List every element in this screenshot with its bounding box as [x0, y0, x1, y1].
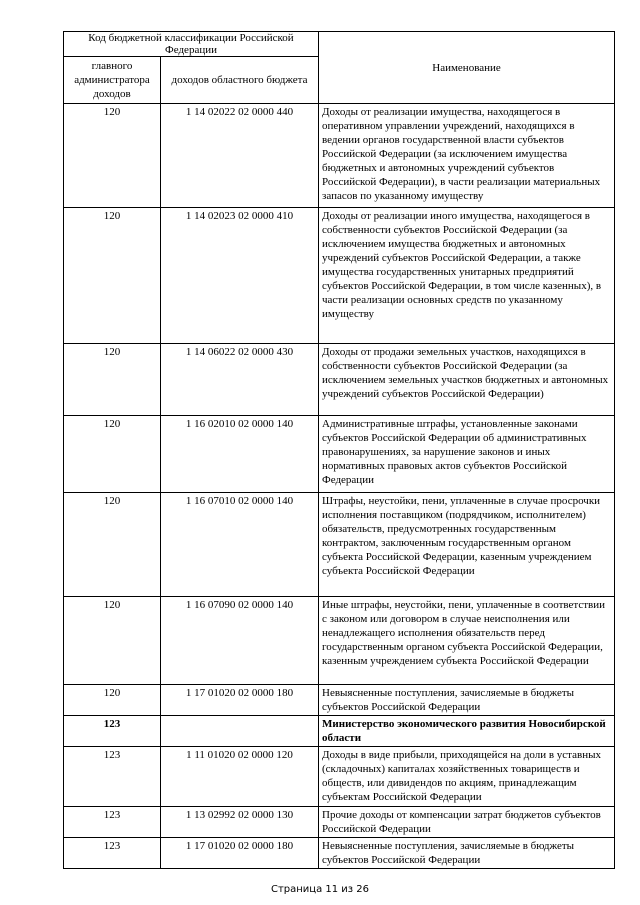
admin-code-cell: 120 [64, 685, 161, 716]
header-name: Наименование [319, 32, 615, 104]
table-row [64, 685, 615, 716]
revenue-name-cell: Невыясненные поступления, зачисляемые в бюджеты субъектов Российской Федерации [319, 685, 615, 716]
revenue-code-cell: 1 13 02992 02 0000 130 [161, 807, 319, 838]
revenue-name-cell: Министерство экономического развития Новосибирской области [319, 716, 615, 747]
revenue-name-cell: Прочие доходы от компенсации затрат бюджетов субъектов Российской Федерации [319, 807, 615, 838]
revenue-code-cell: 1 14 02022 02 0000 440 [161, 104, 319, 208]
admin-code-cell: 123 [64, 747, 161, 807]
page-footer: Страница 11 из 26 [270, 884, 370, 895]
revenue-name-cell: Административные штрафы, установленные законами субъектов Российской Федерации об административных правонарушениях, за нарушение законов и иных нормативных правовых актов субъектов Российской Федерации [319, 416, 615, 493]
admin-code-cell: 120 [64, 208, 161, 344]
admin-code-cell: 120 [64, 597, 161, 685]
admin-code-cell: 120 [64, 344, 161, 416]
revenue-name-cell: Доходы от реализации имущества, находящегося в оперативном управлении учреждений, находящихся в ведении органов государственной власти субъектов Российской Федерации (за исключением имущества бюджетных и автономных учреждений субъектов Российской Федерации), в части реализации материальных запасов по указанному имуществу [319, 104, 615, 208]
table-row [64, 747, 615, 807]
revenue-name-cell: Доходы в виде прибыли, приходящейся на доли в уставных (складочных) капиталах хозяйственных товариществ и обществ, или дивидендов по акциям, принадлежащим субъектам Российской Федерации [319, 747, 615, 807]
table-row [64, 716, 615, 747]
revenue-name-cell: Невыясненные поступления, зачисляемые в бюджеты субъектов Российской Федерации [319, 838, 615, 869]
budget-classification-table [63, 31, 615, 869]
table-row [64, 493, 615, 597]
table-row [64, 344, 615, 416]
table-header-row-1 [64, 32, 615, 57]
admin-code-cell: 120 [64, 493, 161, 597]
table-row [64, 807, 615, 838]
header-group-title: Код бюджетной классификации Российской Федерации [64, 32, 319, 57]
revenue-code-cell: 1 16 07010 02 0000 140 [161, 493, 319, 597]
revenue-name-cell: Штрафы, неустойки, пени, уплаченные в случае просрочки исполнения поставщиком (подрядчиком, исполнителем) обязательств, предусмотренных государственным контрактом, заключенным государственным органом субъекта Российской Федерации, казенным учреждением субъекта Российской Федерации [319, 493, 615, 597]
revenue-name-cell: Иные штрафы, неустойки, пени, уплаченные в соответствии с законом или договором в случае неисполнения или ненадлежащего исполнения обязательств перед государственным органом субъекта Российской Федерации, казенным учреждением субъекта Российской Федерации [319, 597, 615, 685]
table-row [64, 597, 615, 685]
admin-code-cell: 120 [64, 416, 161, 493]
revenue-code-cell: 1 14 02023 02 0000 410 [161, 208, 319, 344]
document-page [63, 31, 614, 869]
admin-code-cell: 123 [64, 807, 161, 838]
table-row [64, 208, 615, 344]
revenue-code-cell: 1 16 07090 02 0000 140 [161, 597, 319, 685]
revenue-code-cell [161, 716, 319, 747]
table-row [64, 838, 615, 869]
revenue-name-cell: Доходы от продажи земельных участков, находящихся в собственности субъектов Российской Федерации (за исключением земельных участков бюджетных и автономных учреждений субъектов Российской Федерации) [319, 344, 615, 416]
revenue-code-cell: 1 14 06022 02 0000 430 [161, 344, 319, 416]
revenue-code-cell: 1 17 01020 02 0000 180 [161, 685, 319, 716]
header-admin: главного администратора доходов [64, 57, 161, 104]
table-row [64, 416, 615, 493]
revenue-code-cell: 1 11 01020 02 0000 120 [161, 747, 319, 807]
table-row [64, 104, 615, 208]
admin-code-cell: 120 [64, 104, 161, 208]
admin-code-cell: 123 [64, 838, 161, 869]
header-code: доходов областного бюджета [161, 57, 319, 104]
revenue-code-cell: 1 16 02010 02 0000 140 [161, 416, 319, 493]
revenue-code-cell: 1 17 01020 02 0000 180 [161, 838, 319, 869]
revenue-name-cell: Доходы от реализации иного имущества, находящегося в собственности субъектов Российской Федерации (за исключением имущества бюджетных и автономных учреждений субъектов Российской Федерации, а также имущества государственных унитарных предприятий субъектов Российской Федерации, в том числе казенных), в части реализации основных средств по указанному имуществу [319, 208, 615, 344]
admin-code-cell: 123 [64, 716, 161, 747]
